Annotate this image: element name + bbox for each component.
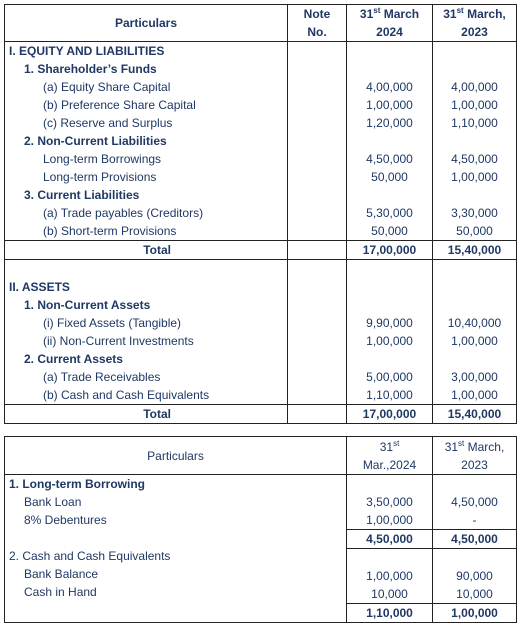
assets-particulars (5, 260, 288, 405)
note-item-2024: 1,00,000 (366, 569, 413, 583)
line-item-2024: 4,00,000 (366, 80, 413, 94)
line-item-label: (c) Reserve and Surplus (43, 116, 173, 130)
header-note-no: Note No. (288, 5, 347, 42)
line-item-2023: 50,000 (456, 224, 493, 238)
line-item-2024 (347, 186, 432, 204)
group-total-2023: 4,50,000 (433, 529, 516, 548)
equity-liabilities-section (5, 42, 517, 241)
header-particulars: Particulars (5, 5, 288, 42)
line-item-2023: 4,50,000 (451, 152, 498, 166)
total-2023: 15,40,000 (433, 241, 517, 260)
line-item-2024: 50,000 (371, 224, 408, 238)
line-item-2023: 1,00,000 (451, 98, 498, 112)
equity-liabilities-particulars (5, 42, 288, 241)
total-label: Total (5, 405, 288, 424)
notes-header-2024: 31st Mar.,2024 (347, 437, 433, 475)
equity-liabilities-2024 (347, 42, 433, 241)
line-item-2023: 3,30,000 (451, 206, 498, 220)
line-item-label: (a) Trade Receivables (43, 370, 161, 384)
line-item-label: (i) Fixed Assets (Tangible) (43, 316, 182, 330)
notes-2024 (347, 475, 433, 623)
note-item-2023: 4,50,000 (451, 495, 498, 509)
header-year-2024: 31st March 2024 (347, 5, 433, 42)
balance-sheet-table (4, 4, 517, 424)
note-item-label: Bank Loan (24, 495, 82, 509)
total-note (288, 241, 347, 260)
line-item-2023 (433, 186, 516, 204)
notes-table (4, 436, 517, 623)
line-item-2024 (347, 296, 432, 314)
section-title: I. EQUITY AND LIABILITIES (9, 44, 165, 58)
line-item-2023 (433, 132, 516, 150)
line-item-label: (b) Short-term Provisions (43, 224, 177, 238)
line-item-2023 (433, 296, 516, 314)
note-item-2024: 3,50,000 (366, 495, 413, 509)
line-item-2024: 5,00,000 (366, 370, 413, 384)
notes-2023 (433, 475, 517, 623)
total-2024: 17,00,000 (347, 241, 433, 260)
line-item-2023: 1,10,000 (451, 116, 498, 130)
balance-sheet-header-row (5, 5, 517, 42)
total-2023: 15,40,000 (433, 405, 517, 424)
line-item-label: (b) Preference Share Capital (43, 98, 196, 112)
line-item-2024: 9,90,000 (366, 316, 413, 330)
assets-total-row (5, 405, 517, 424)
assets-section (5, 260, 517, 405)
header-year-2023: 31st March, 2023 (433, 5, 517, 42)
line-item-label: (ii) Non-Current Investments (43, 334, 194, 348)
line-item-label: (a) Trade payables (Creditors) (43, 206, 204, 220)
note-item-2023: 90,000 (456, 569, 493, 583)
note-item-label: Cash in Hand (24, 585, 97, 599)
line-item-2024: 1,00,000 (366, 334, 413, 348)
note-item-label: 8% Debentures (24, 513, 107, 527)
note-item-2024: 10,000 (371, 587, 408, 601)
notes-particulars (5, 475, 347, 623)
line-item-2024: 4,50,000 (366, 152, 413, 166)
subsection-title: 1. Shareholder’s Funds (24, 62, 157, 76)
line-item-label: (b) Cash and Cash Equivalents (43, 388, 210, 402)
equity-liabilities-note (288, 42, 347, 241)
note-item-2024: 1,00,000 (366, 513, 413, 527)
note-item-2023: - (472, 513, 477, 527)
line-item-2023: 1,00,000 (451, 334, 498, 348)
group-total-2024: 4,50,000 (347, 529, 432, 548)
equity-liabilities-2023 (433, 42, 517, 241)
line-item-2023: 10,40,000 (447, 316, 502, 330)
assets-2023 (433, 260, 517, 405)
group-total-2023: 1,00,000 (433, 603, 516, 622)
subsection-title: 2. Non-Current Liabilities (24, 134, 167, 148)
line-item-2024: 5,30,000 (366, 206, 413, 220)
line-item-label: Long-term Borrowings (43, 152, 162, 166)
line-item-2024 (347, 132, 432, 150)
section-title: II. ASSETS (9, 280, 70, 294)
subsection-title: 1. Non-Current Assets (24, 298, 151, 312)
line-item-2023: 1,00,000 (451, 388, 498, 402)
line-item-2024 (347, 350, 432, 368)
line-item-2023 (433, 60, 516, 78)
line-item-2024 (347, 60, 432, 78)
note-item-2023: 10,000 (456, 587, 493, 601)
line-item-label: Long-term Provisions (43, 170, 157, 184)
total-2024: 17,00,000 (347, 405, 433, 424)
notes-header-particulars: Particulars (5, 437, 347, 475)
notes-header-row (5, 437, 517, 475)
notes-body (5, 475, 517, 623)
line-item-2024: 1,00,000 (366, 98, 413, 112)
subsection-title: 3. Current Liabilities (24, 188, 140, 202)
notes-header-2023: 31st March, 2023 (433, 437, 517, 475)
line-item-2024: 1,10,000 (366, 388, 413, 402)
subsection-title: 2. Current Assets (24, 352, 123, 366)
line-item-2024: 1,20,000 (366, 116, 413, 130)
line-item-2023: 3,00,000 (451, 370, 498, 384)
total-label: Total (5, 241, 288, 260)
line-item-2023 (433, 350, 516, 368)
note-item-label: Bank Balance (24, 567, 99, 581)
line-item-2024: 50,000 (371, 170, 408, 184)
assets-note (288, 260, 347, 405)
total-note (288, 405, 347, 424)
group-total-2024: 1,10,000 (347, 603, 432, 622)
line-item-label: (a) Equity Share Capital (43, 80, 171, 94)
assets-2024 (347, 260, 433, 405)
line-item-2023: 1,00,000 (451, 170, 498, 184)
line-item-2023: 4,00,000 (451, 80, 498, 94)
equity-liabilities-total-row (5, 241, 517, 260)
group-title: 2. Cash and Cash Equivalents (9, 549, 171, 563)
group-title: 1. Long-term Borrowing (9, 477, 145, 491)
